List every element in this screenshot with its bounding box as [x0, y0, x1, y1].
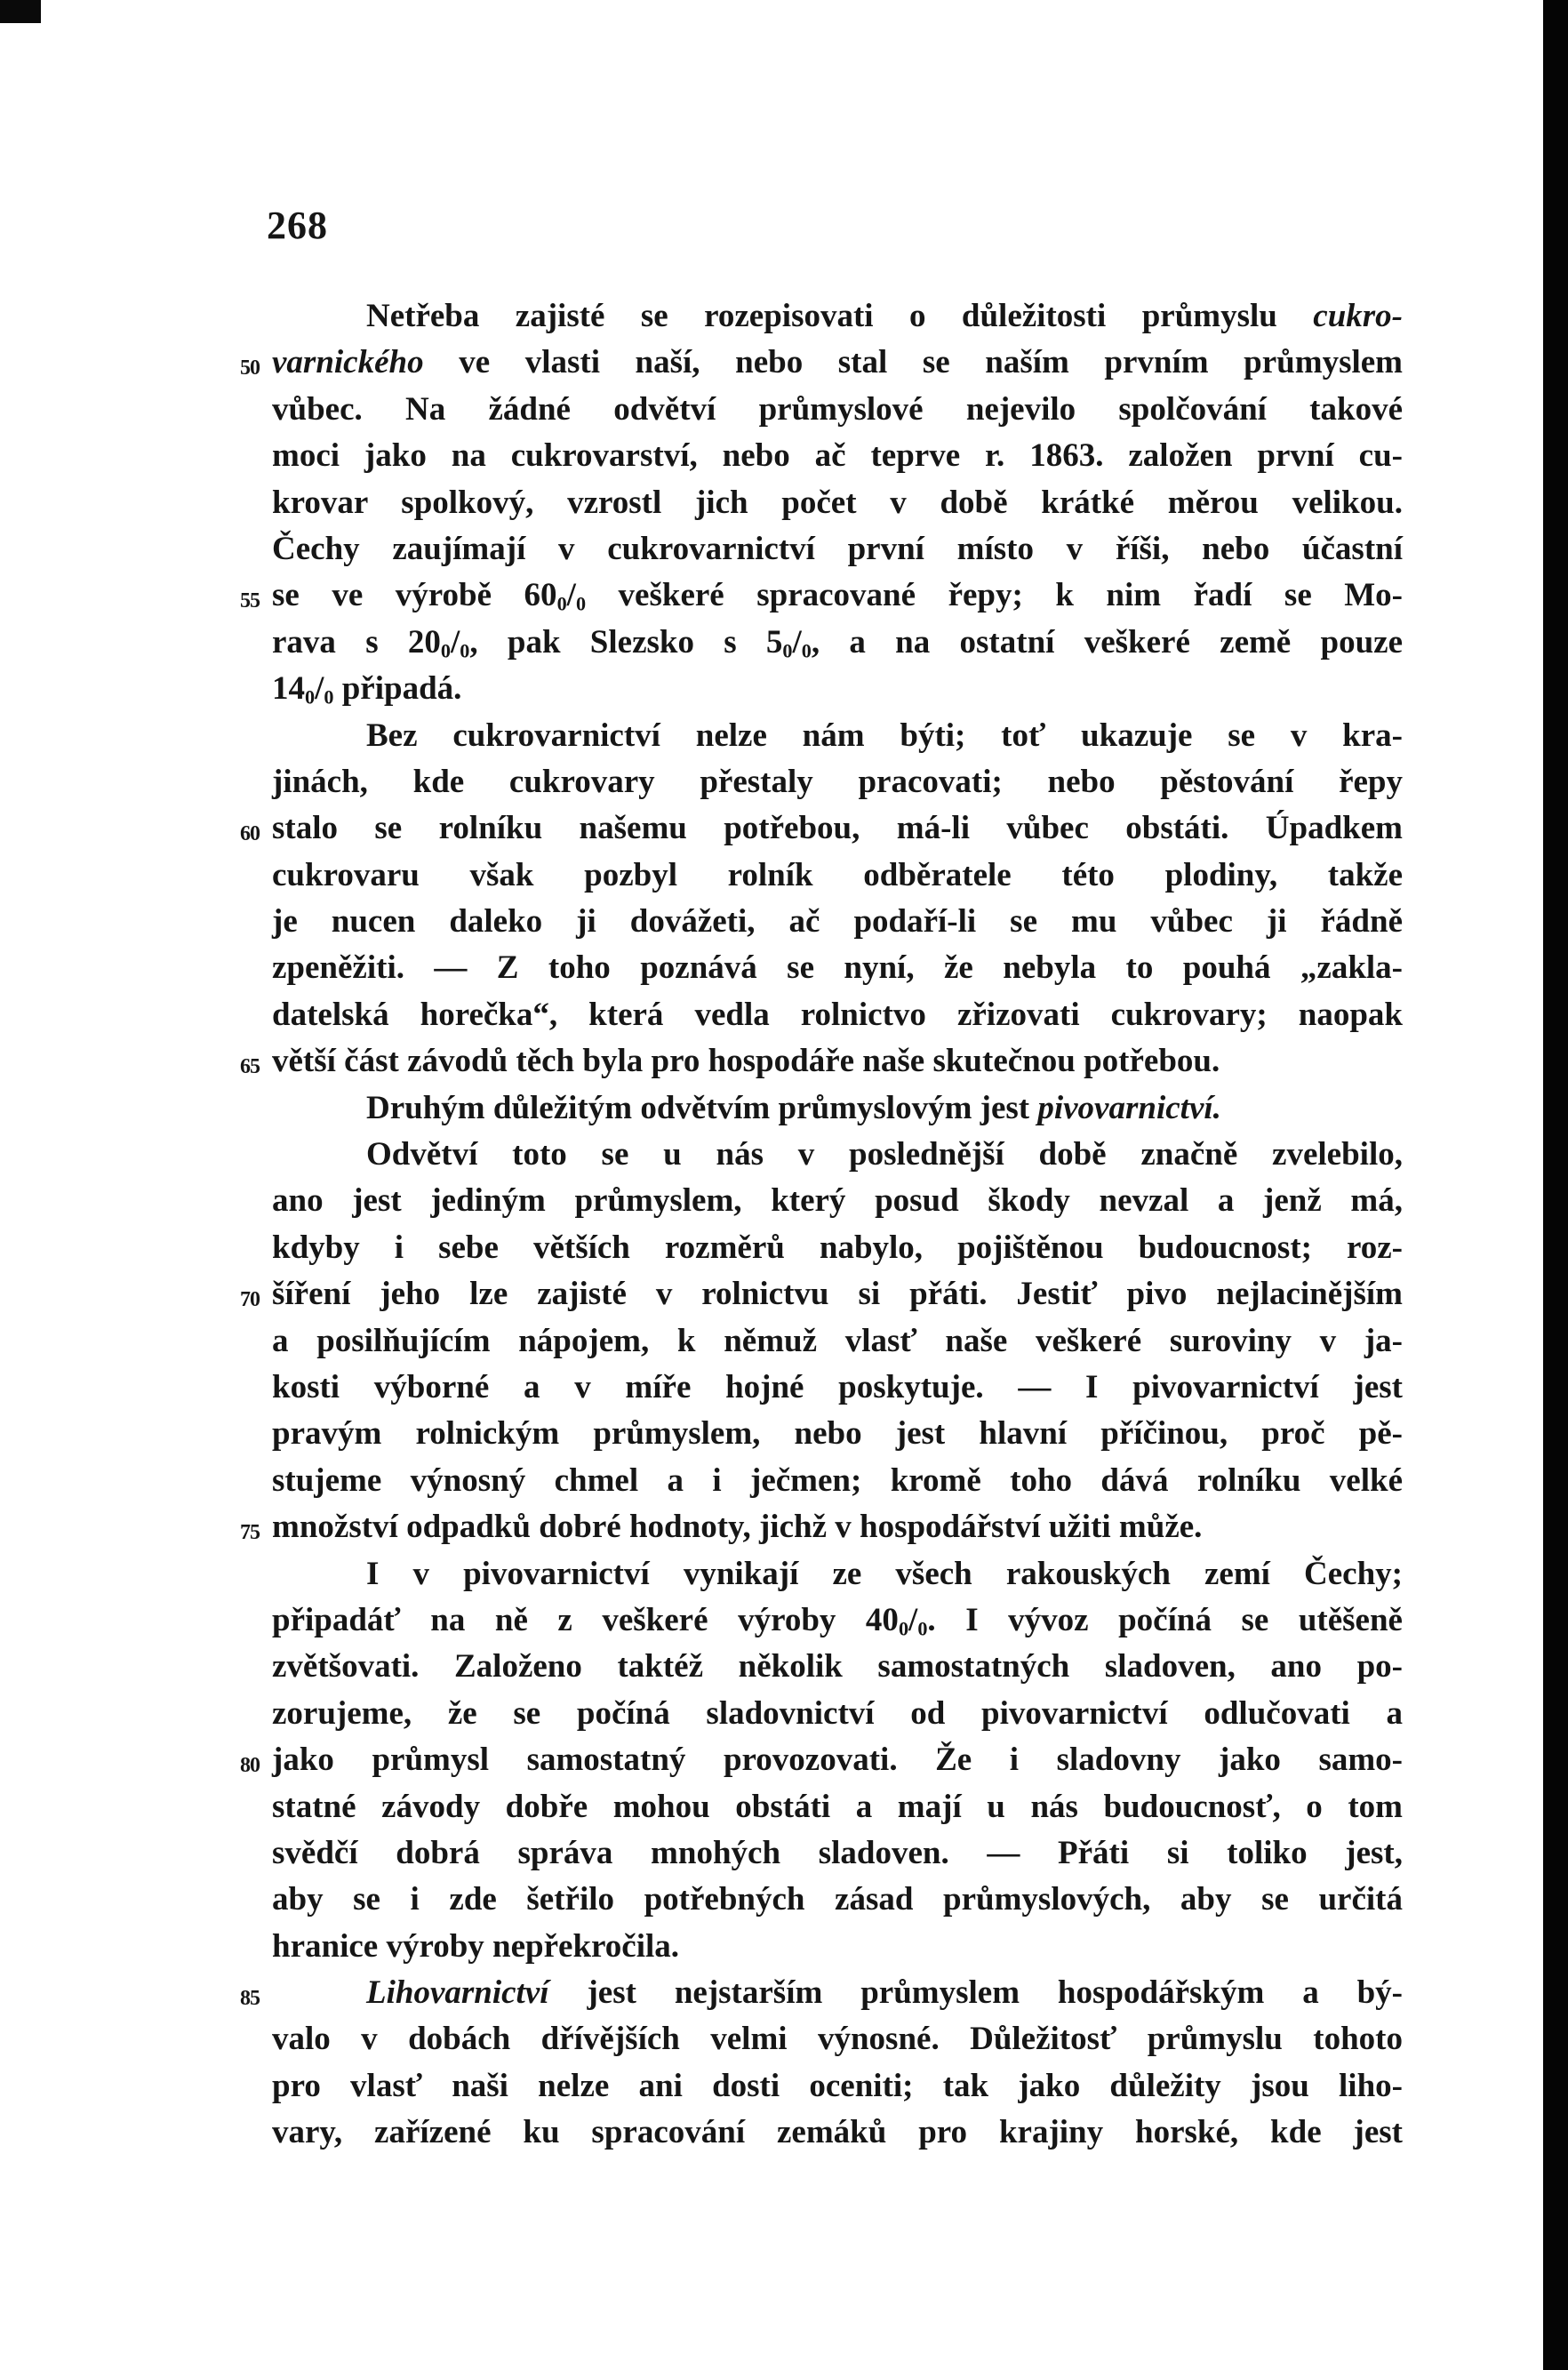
text-line: připadáť na ně z veškeré výroby $40_0/_0$. I vývoz počíná se utěšeně: [272, 1601, 1403, 1640]
text-line: 75 množství odpadků dobré hodnoty, jichž v hospodářství užiti může.: [272, 1504, 1403, 1550]
italic-term: cukro-: [1313, 298, 1403, 334]
text-line: svědčí dobrá správa mnohých sladoven. — Přáti si toliko jest,: [272, 1834, 1403, 1871]
text-line: aby se i zde šetřilo potřebných zásad průmyslových, aby se určitá: [272, 1881, 1403, 1918]
text-line: 55 se ve výrobě $60_0/_0$ veškeré spracované řepy; k nim řadí se Mo-: [272, 572, 1403, 619]
line-number: 55: [240, 589, 260, 613]
percent-sign-part: 0: [917, 1617, 928, 1640]
text-line: kosti výborné a v míře hojné poskytuje. — I pivovarnictví jest: [272, 1368, 1403, 1405]
text-line: Čechy zaujímají v cukrovarnictví první místo v říši, nebo účastní: [272, 530, 1403, 567]
text-line: vary, zařízené ku spracování zemáků pro krajiny horské, kde jest: [272, 2114, 1403, 2151]
text-line: stujeme výnosný chmel a i ječmen; kromě toho dává rolníku velké: [272, 1461, 1403, 1499]
italic-term: Lihovarnictví: [366, 1974, 549, 2012]
text-line: 65 větší část závodů těch byla pro hospodáře naše skutečnou potřebou.: [272, 1038, 1403, 1085]
scan-border-right: [1543, 0, 1568, 2370]
text-line: jinách, kde cukrovary přestaly pracovati; nebo pěstování řepy: [272, 763, 1403, 800]
text-line: Bez cukrovarnictví nelze nám býti; toť ukazuje se v kra-: [366, 717, 1403, 754]
text-line: vůbec. Na žádné odvětví průmyslové nejevilo spolčování takové: [272, 390, 1403, 428]
text-line: 80 jako průmysl samostatný provozovati. Že i sladovny jako samo-: [272, 1737, 1403, 1783]
text-line: moci jako na cukrovarství, nebo ač teprve r. 1863. založen první cu-: [272, 437, 1403, 475]
text-line: hranice výroby nepřekročila.: [272, 1927, 680, 1965]
text-line: datelská horečka“, která vedla rolnictvo zřizovati cukrovary; naopak: [272, 996, 1403, 1033]
line-number: 80: [240, 1754, 260, 1778]
text-line: Netřeba zajisté se rozepisovati o důležitosti průmyslu cukro-: [366, 298, 1403, 334]
percent-sign-part: 0: [575, 592, 587, 615]
line-number: 75: [240, 1521, 260, 1545]
text-line: $14_0/_0$ připadá.: [272, 670, 462, 709]
text-line: cukrovaru však pozbyl rolník odběratele této plodiny, takže: [272, 856, 1403, 893]
italic-term: pivovarnictví.: [1037, 1089, 1221, 1126]
text-line: valo v dobách dřívějších velmi výnosné. Důležitosť průmyslu tohoto: [272, 2021, 1403, 2058]
line-number: 70: [240, 1288, 260, 1312]
text-line: pro vlasť naši nelze ani dosti oceniti; tak jako důležity jsou liho-: [272, 2067, 1403, 2104]
text-line: Druhým důležitým odvětvím průmyslovým jest pivovarnictví.: [366, 1089, 1221, 1126]
text-line: krovar spolkový, vzrostl jich počet v době krátké měrou velikou.: [272, 484, 1403, 521]
text-line: 50 varnického ve vlasti naší, nebo stal se naším prvním průmyslem: [272, 340, 1403, 386]
text-line: statné závody dobře mohou obstáti a mají u nás budoucnosť, o tom: [272, 1788, 1403, 1825]
text-line: 70 šíření jeho lze zajisté v rolnictvu si přáti. Jestiť pivo nejlacinějším: [272, 1271, 1403, 1317]
text-line: ano jest jediným průmyslem, který posud škody nevzal a jenž má,: [272, 1182, 1403, 1220]
text-line: kdyby i sebe větších rozměrů nabylo, pojištěnou budoucnost; roz-: [272, 1229, 1403, 1266]
percent-sign-part: 0: [898, 1617, 909, 1640]
line-number: 50: [240, 356, 260, 380]
percent-sign-part: 0: [801, 639, 812, 662]
page-number: 268: [267, 204, 328, 247]
percent-sign-part: 0: [324, 685, 334, 709]
percent-sign-part: 0: [782, 639, 793, 662]
percent-sign-part: 0: [556, 592, 567, 615]
text-line: zorujeme, že se počíná sladovnictví od pivovarnictví odlučovati a: [272, 1694, 1403, 1732]
body-text: [240, 293, 1404, 2157]
italic-term: varnického: [272, 344, 424, 381]
text-line: zpeněžiti. — Z toho poznává se nyní, že nebyla to pouhá „zakla-: [272, 949, 1403, 987]
text-line: je nucen daleko ji dovážeti, ač podaří-li se mu vůbec ji řádně: [272, 903, 1403, 941]
text-line: rava s $20_0/_0$, pak Slezsko s $5_0/_0$, a na ostatní veškeré země pouze: [272, 623, 1404, 662]
text-line: pravým rolnickým průmyslem, nebo jest hlavní příčinou, proč pě-: [272, 1415, 1403, 1453]
text-line: Odvětví toto se u nás v poslednější době značně zvelebilo,: [366, 1136, 1403, 1173]
percent-sign-part: 0: [460, 639, 470, 662]
scan-border-top-left: [0, 0, 41, 23]
line-number: 85: [240, 1987, 260, 2011]
line-number: 60: [240, 822, 260, 846]
text-line: a posilňujícím nápojem, k němuž vlasť naše veškeré suroviny v ja-: [272, 1322, 1403, 1359]
percent-sign-part: 0: [305, 685, 316, 709]
text-line: zvětšovati. Založeno taktéž několik samostatných sladoven, ano po-: [272, 1648, 1403, 1685]
text-line: 85 Lihovarnictví jest nejstarším průmyslem hospodářským a bý-: [272, 1970, 1403, 2016]
line-number: 65: [240, 1055, 260, 1079]
text-line: I v pivovarnictví vynikají ze všech rakouských zemí Čechy;: [366, 1555, 1403, 1592]
text-line: 60 stalo se rolníku našemu potřebou, má-li vůbec obstáti. Úpadkem: [272, 805, 1403, 852]
percent-sign-part: 0: [440, 639, 451, 662]
